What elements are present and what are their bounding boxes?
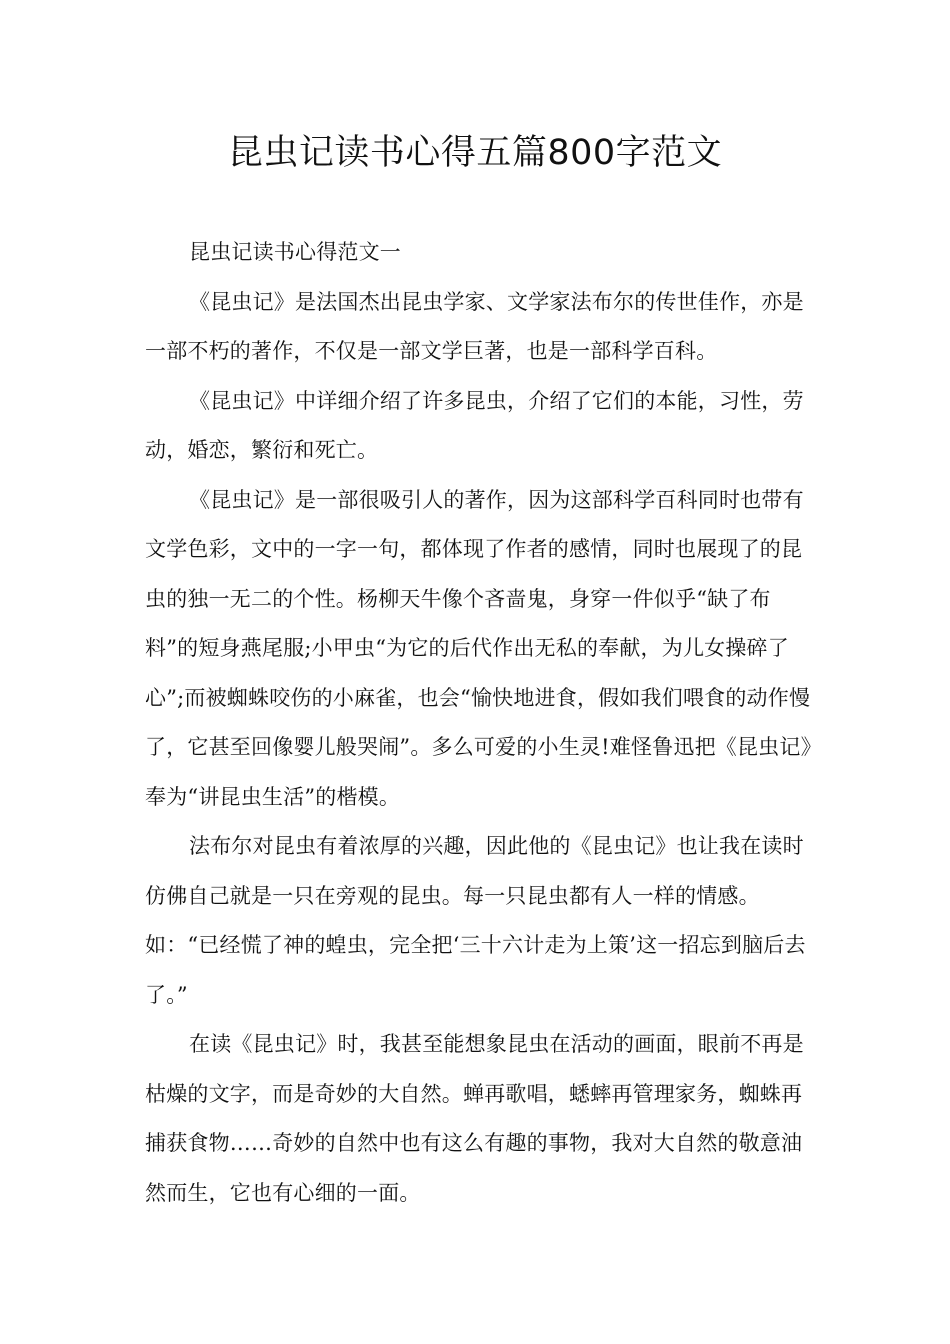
- paragraph-4: 法布尔对昆虫有着浓厚的兴趣，因此他的《昆虫记》也让我在读时仿佛自己就是一只在旁观的昆虫。每一只昆虫都有人一样的情感。如：“已经慌了神的蝗虫，完全把‘三十六计走为上策’这一招忘到脑后去了。”: [145, 834, 806, 1007]
- paragraph-3: 《昆虫记》是一部很吸引人的著作，因为这部科学百科同时也带有文学色彩，文中的一字一句，都体现了作者的感情，同时也展现了的昆虫的独一无二的个性。杨柳天牛像个吝啬鬼，身穿一件似乎“缺了布料”的短身燕尾服;小甲虫“为它的后代作出无私的奉献，为儿女操碎了心”;而被蜘蛛咬伤的小麻雀，也会“愉快地进食，假如我们喂食的动作慢了，它甚至回像婴儿般哭闹”。多么可爱的小生灵!难怪鲁迅把《昆虫记》奉为“讲昆虫生活”的楷模。: [145, 487, 822, 809]
- document-title: 昆虫记读书心得五篇800字范文: [227, 133, 723, 173]
- section-heading: 昆虫记读书心得范文一: [189, 240, 401, 264]
- document-body: [145, 228, 823, 1218]
- paragraph-1: 《昆虫记》是法国杰出昆虫学家、文学家法布尔的传世佳作，亦是一部不朽的著作，不仅是一部文学巨著，也是一部科学百科。: [145, 289, 804, 363]
- paragraph-2: 《昆虫记》中详细介绍了许多昆虫，介绍了它们的本能，习性，劳动，婚恋，繁衍和死亡。: [145, 388, 804, 462]
- paragraph-5: 在读《昆虫记》时，我甚至能想象昆虫在活动的画面，眼前不再是枯燥的文字，而是奇妙的大自然。蝉再歌唱，蟋蟀再管理家务，蜘蛛再捕获食物……奇妙的自然中也有这么有趣的事物，我对大自然的敬意油然而生，它也有心细的一面。: [145, 1032, 804, 1205]
